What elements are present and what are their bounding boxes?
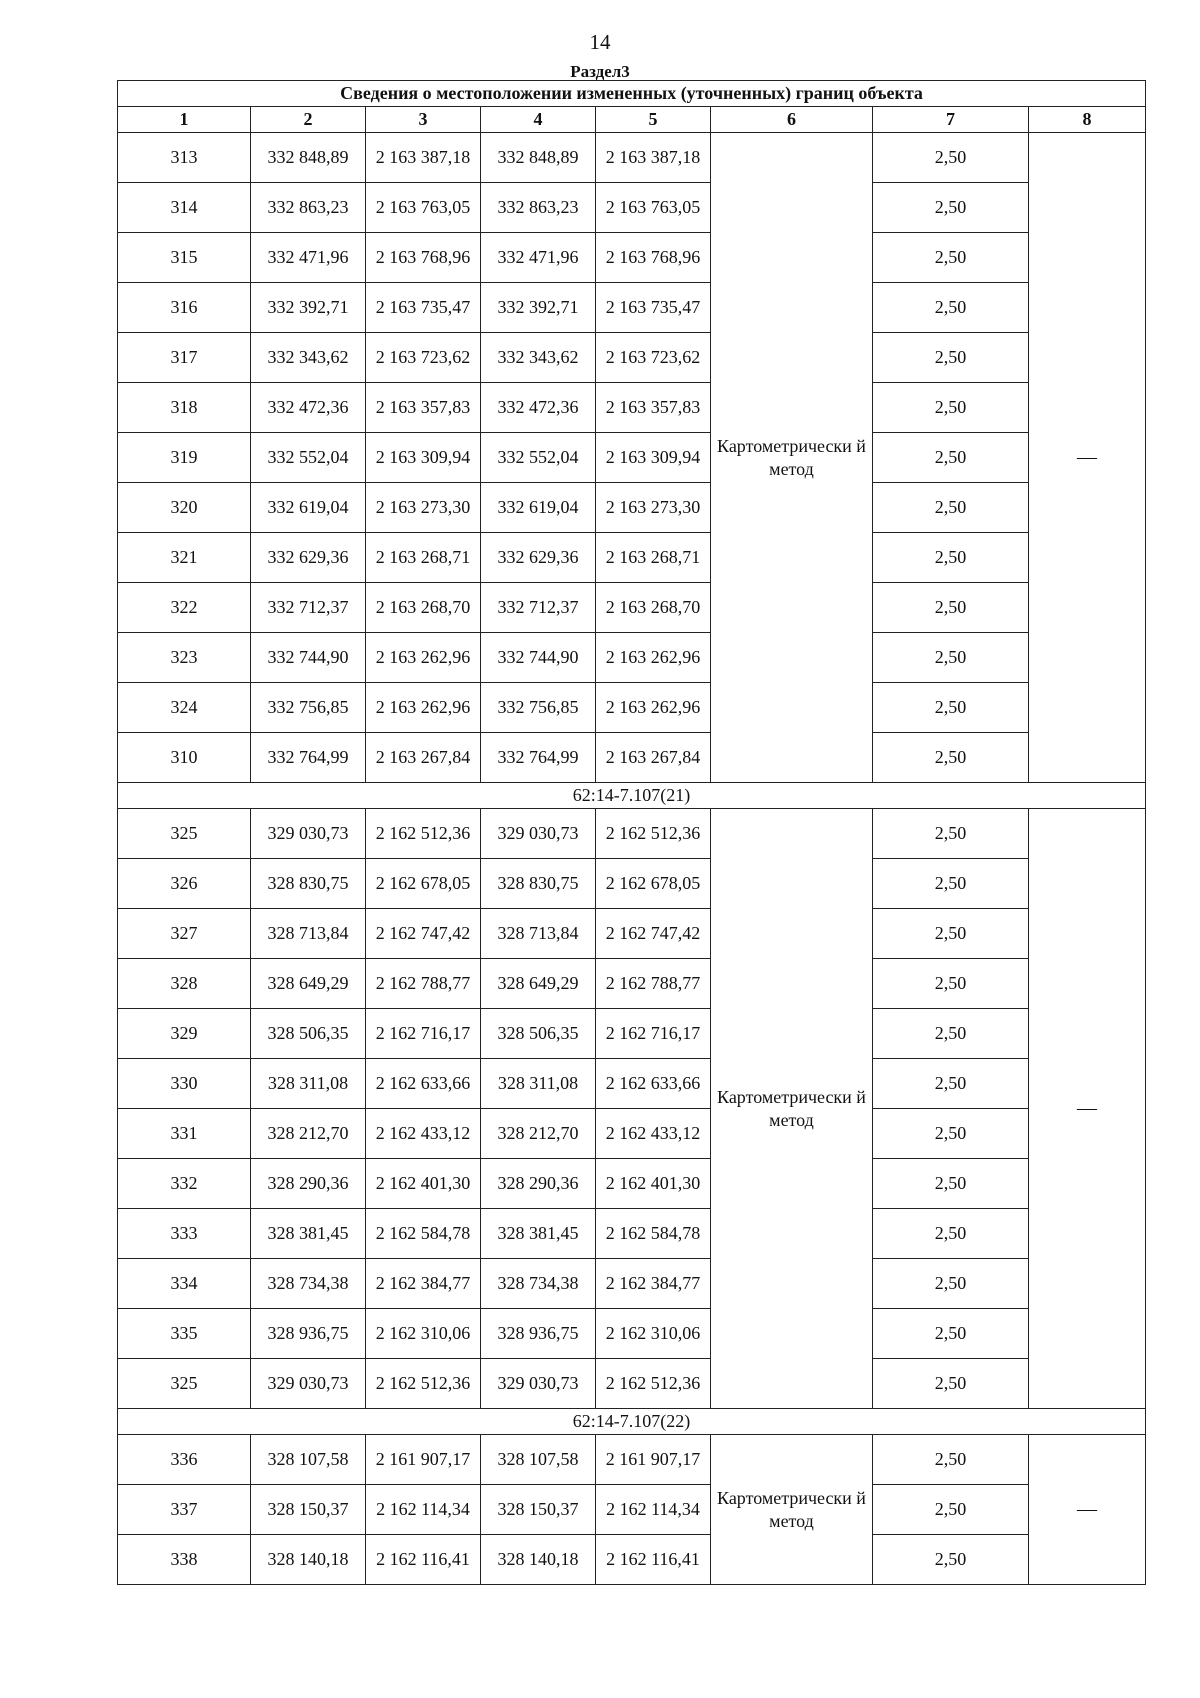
- y-new-cell: 2 162 310,06: [596, 1309, 711, 1359]
- x-existing-cell: 329 030,73: [251, 809, 366, 859]
- precision-cell: 2,50: [873, 583, 1029, 633]
- y-existing-cell: 2 163 262,96: [366, 633, 481, 683]
- precision-cell: 2,50: [873, 233, 1029, 283]
- x-existing-cell: 328 713,84: [251, 909, 366, 959]
- x-new-cell: 328 107,58: [481, 1435, 596, 1485]
- y-new-cell: 2 162 114,34: [596, 1485, 711, 1535]
- point-number-cell: 327: [118, 909, 251, 959]
- method-cell: Картометрически й метод: [711, 133, 873, 783]
- y-new-cell: 2 162 116,41: [596, 1535, 711, 1585]
- x-existing-cell: 328 381,45: [251, 1209, 366, 1259]
- y-new-cell: 2 163 262,96: [596, 633, 711, 683]
- x-existing-cell: 328 107,58: [251, 1435, 366, 1485]
- precision-cell: 2,50: [873, 1485, 1029, 1535]
- x-existing-cell: 328 212,70: [251, 1109, 366, 1159]
- precision-cell: 2,50: [873, 283, 1029, 333]
- y-existing-cell: 2 163 268,70: [366, 583, 481, 633]
- column-header-3: 3: [366, 107, 481, 133]
- y-new-cell: 2 163 268,70: [596, 583, 711, 633]
- x-new-cell: 332 392,71: [481, 283, 596, 333]
- x-new-cell: 328 830,75: [481, 859, 596, 909]
- y-new-cell: 2 162 512,36: [596, 809, 711, 859]
- y-existing-cell: 2 163 735,47: [366, 283, 481, 333]
- point-number-cell: 338: [118, 1535, 251, 1585]
- y-new-cell: 2 163 267,84: [596, 733, 711, 783]
- point-number-cell: 317: [118, 333, 251, 383]
- precision-cell: 2,50: [873, 183, 1029, 233]
- precision-cell: 2,50: [873, 1359, 1029, 1409]
- point-number-cell: 333: [118, 1209, 251, 1259]
- x-new-cell: 332 619,04: [481, 483, 596, 533]
- boundary-coordinates-table: [117, 80, 1146, 1585]
- y-existing-cell: 2 162 747,42: [366, 909, 481, 959]
- point-number-cell: 314: [118, 183, 251, 233]
- table-body: [118, 133, 1146, 1585]
- parcel-group-row: [118, 783, 1146, 809]
- y-new-cell: 2 162 747,42: [596, 909, 711, 959]
- section-title: Раздел3: [570, 62, 630, 81]
- point-number-cell: 325: [118, 809, 251, 859]
- x-new-cell: 328 311,08: [481, 1059, 596, 1109]
- table-row: [118, 433, 1146, 483]
- point-number-cell: 337: [118, 1485, 251, 1535]
- x-existing-cell: 329 030,73: [251, 1359, 366, 1409]
- y-new-cell: 2 162 384,77: [596, 1259, 711, 1309]
- y-existing-cell: 2 163 273,30: [366, 483, 481, 533]
- table-row: [118, 1535, 1146, 1585]
- column-8-cell: —: [1029, 133, 1146, 783]
- x-existing-cell: 332 712,37: [251, 583, 366, 633]
- column-header-2: 2: [251, 107, 366, 133]
- table-row: [118, 859, 1146, 909]
- column-header-1: 1: [118, 107, 251, 133]
- y-existing-cell: 2 162 678,05: [366, 859, 481, 909]
- table-row: [118, 733, 1146, 783]
- parcel-id-label: 62:14-7.107(21): [118, 783, 1146, 809]
- point-number-cell: 321: [118, 533, 251, 583]
- point-number-cell: 319: [118, 433, 251, 483]
- x-existing-cell: 328 936,75: [251, 1309, 366, 1359]
- method-cell: Картометрически й метод: [711, 1435, 873, 1585]
- table-row: [118, 909, 1146, 959]
- x-new-cell: 332 863,23: [481, 183, 596, 233]
- precision-cell: 2,50: [873, 483, 1029, 533]
- column-header-4: 4: [481, 107, 596, 133]
- y-new-cell: 2 162 433,12: [596, 1109, 711, 1159]
- table-row: [118, 1109, 1146, 1159]
- precision-cell: 2,50: [873, 1009, 1029, 1059]
- table-row: [118, 483, 1146, 533]
- y-existing-cell: 2 162 512,36: [366, 1359, 481, 1409]
- x-new-cell: 328 140,18: [481, 1535, 596, 1585]
- table-row: [118, 809, 1146, 859]
- x-new-cell: 328 381,45: [481, 1209, 596, 1259]
- x-existing-cell: 332 471,96: [251, 233, 366, 283]
- column-8-cell: —: [1029, 809, 1146, 1409]
- x-existing-cell: 328 150,37: [251, 1485, 366, 1535]
- x-existing-cell: 328 649,29: [251, 959, 366, 1009]
- y-existing-cell: 2 163 768,96: [366, 233, 481, 283]
- y-existing-cell: 2 162 584,78: [366, 1209, 481, 1259]
- column-8-cell: —: [1029, 1435, 1146, 1585]
- precision-cell: 2,50: [873, 1435, 1029, 1485]
- y-existing-cell: 2 162 716,17: [366, 1009, 481, 1059]
- point-number-cell: 330: [118, 1059, 251, 1109]
- precision-cell: 2,50: [873, 533, 1029, 583]
- point-number-cell: 310: [118, 733, 251, 783]
- table-row: [118, 1259, 1146, 1309]
- y-existing-cell: 2 163 387,18: [366, 133, 481, 183]
- x-existing-cell: 332 863,23: [251, 183, 366, 233]
- y-new-cell: 2 163 273,30: [596, 483, 711, 533]
- point-number-cell: 332: [118, 1159, 251, 1209]
- y-existing-cell: 2 163 763,05: [366, 183, 481, 233]
- x-new-cell: 328 506,35: [481, 1009, 596, 1059]
- table-row: [118, 1059, 1146, 1109]
- x-new-cell: 332 471,96: [481, 233, 596, 283]
- table-row: [118, 133, 1146, 183]
- x-existing-cell: 332 756,85: [251, 683, 366, 733]
- y-new-cell: 2 162 401,30: [596, 1159, 711, 1209]
- table-row: [118, 183, 1146, 233]
- point-number-cell: 316: [118, 283, 251, 333]
- x-existing-cell: 328 734,38: [251, 1259, 366, 1309]
- point-number-cell: 322: [118, 583, 251, 633]
- table-row: [118, 533, 1146, 583]
- y-existing-cell: 2 162 633,66: [366, 1059, 481, 1109]
- x-existing-cell: 332 552,04: [251, 433, 366, 483]
- method-cell: Картометрически й метод: [711, 809, 873, 1409]
- precision-cell: 2,50: [873, 433, 1029, 483]
- y-new-cell: 2 163 262,96: [596, 683, 711, 733]
- x-existing-cell: 328 830,75: [251, 859, 366, 909]
- y-existing-cell: 2 162 433,12: [366, 1109, 481, 1159]
- x-existing-cell: 328 311,08: [251, 1059, 366, 1109]
- x-new-cell: 332 343,62: [481, 333, 596, 383]
- x-new-cell: 329 030,73: [481, 1359, 596, 1409]
- y-new-cell: 2 162 512,36: [596, 1359, 711, 1409]
- y-existing-cell: 2 162 310,06: [366, 1309, 481, 1359]
- y-new-cell: 2 163 735,47: [596, 283, 711, 333]
- x-new-cell: 328 936,75: [481, 1309, 596, 1359]
- x-new-cell: 332 712,37: [481, 583, 596, 633]
- precision-cell: 2,50: [873, 809, 1029, 859]
- y-existing-cell: 2 162 384,77: [366, 1259, 481, 1309]
- table-caption: Сведения о местоположении измененных (уточненных) границ объекта: [118, 81, 1146, 107]
- table-row: [118, 1309, 1146, 1359]
- precision-cell: 2,50: [873, 1535, 1029, 1585]
- y-existing-cell: 2 163 357,83: [366, 383, 481, 433]
- table-row: [118, 683, 1146, 733]
- x-new-cell: 332 764,99: [481, 733, 596, 783]
- column-header-5: 5: [596, 107, 711, 133]
- x-existing-cell: 332 764,99: [251, 733, 366, 783]
- y-new-cell: 2 162 716,17: [596, 1009, 711, 1059]
- x-new-cell: 328 290,36: [481, 1159, 596, 1209]
- x-new-cell: 328 212,70: [481, 1109, 596, 1159]
- y-new-cell: 2 162 678,05: [596, 859, 711, 909]
- y-existing-cell: 2 162 401,30: [366, 1159, 481, 1209]
- y-existing-cell: 2 163 268,71: [366, 533, 481, 583]
- table-row: [118, 233, 1146, 283]
- x-new-cell: 332 552,04: [481, 433, 596, 483]
- precision-cell: 2,50: [873, 383, 1029, 433]
- x-new-cell: 328 734,38: [481, 1259, 596, 1309]
- table-row: [118, 1359, 1146, 1409]
- x-existing-cell: 332 472,36: [251, 383, 366, 433]
- precision-cell: 2,50: [873, 133, 1029, 183]
- y-existing-cell: 2 163 723,62: [366, 333, 481, 383]
- precision-cell: 2,50: [873, 859, 1029, 909]
- precision-cell: 2,50: [873, 909, 1029, 959]
- y-existing-cell: 2 162 116,41: [366, 1535, 481, 1585]
- point-number-cell: 318: [118, 383, 251, 433]
- point-number-cell: 334: [118, 1259, 251, 1309]
- x-new-cell: 332 848,89: [481, 133, 596, 183]
- table-row: [118, 1435, 1146, 1485]
- x-existing-cell: 332 343,62: [251, 333, 366, 383]
- table-row: [118, 1485, 1146, 1535]
- x-existing-cell: 328 506,35: [251, 1009, 366, 1059]
- x-new-cell: 332 744,90: [481, 633, 596, 683]
- point-number-cell: 313: [118, 133, 251, 183]
- x-existing-cell: 332 392,71: [251, 283, 366, 333]
- x-existing-cell: 332 629,36: [251, 533, 366, 583]
- y-new-cell: 2 162 788,77: [596, 959, 711, 1009]
- column-header-8: 8: [1029, 107, 1146, 133]
- precision-cell: 2,50: [873, 1059, 1029, 1109]
- x-new-cell: 329 030,73: [481, 809, 596, 859]
- point-number-cell: 331: [118, 1109, 251, 1159]
- point-number-cell: 336: [118, 1435, 251, 1485]
- point-number-cell: 324: [118, 683, 251, 733]
- x-existing-cell: 332 744,90: [251, 633, 366, 683]
- y-existing-cell: 2 163 262,96: [366, 683, 481, 733]
- precision-cell: 2,50: [873, 1159, 1029, 1209]
- point-number-cell: 335: [118, 1309, 251, 1359]
- y-existing-cell: 2 161 907,17: [366, 1435, 481, 1485]
- x-new-cell: 332 472,36: [481, 383, 596, 433]
- table-row: [118, 1209, 1146, 1259]
- table-header-row: [118, 107, 1146, 133]
- precision-cell: 2,50: [873, 633, 1029, 683]
- point-number-cell: 328: [118, 959, 251, 1009]
- x-existing-cell: 328 140,18: [251, 1535, 366, 1585]
- x-new-cell: 328 150,37: [481, 1485, 596, 1535]
- point-number-cell: 325: [118, 1359, 251, 1409]
- y-new-cell: 2 163 309,94: [596, 433, 711, 483]
- precision-cell: 2,50: [873, 1259, 1029, 1309]
- table-row: [118, 1159, 1146, 1209]
- y-new-cell: 2 163 387,18: [596, 133, 711, 183]
- x-new-cell: 328 649,29: [481, 959, 596, 1009]
- y-new-cell: 2 162 633,66: [596, 1059, 711, 1109]
- point-number-cell: 329: [118, 1009, 251, 1059]
- y-existing-cell: 2 162 114,34: [366, 1485, 481, 1535]
- x-new-cell: 332 629,36: [481, 533, 596, 583]
- precision-cell: 2,50: [873, 1309, 1029, 1359]
- point-number-cell: 323: [118, 633, 251, 683]
- y-existing-cell: 2 162 788,77: [366, 959, 481, 1009]
- y-new-cell: 2 163 357,83: [596, 383, 711, 433]
- point-number-cell: 320: [118, 483, 251, 533]
- x-new-cell: 332 756,85: [481, 683, 596, 733]
- y-new-cell: 2 163 723,62: [596, 333, 711, 383]
- y-new-cell: 2 161 907,17: [596, 1435, 711, 1485]
- y-existing-cell: 2 163 309,94: [366, 433, 481, 483]
- y-new-cell: 2 163 768,96: [596, 233, 711, 283]
- y-existing-cell: 2 162 512,36: [366, 809, 481, 859]
- table-row: [118, 383, 1146, 433]
- precision-cell: 2,50: [873, 683, 1029, 733]
- parcel-id-label: 62:14-7.107(22): [118, 1409, 1146, 1435]
- x-existing-cell: 328 290,36: [251, 1159, 366, 1209]
- x-existing-cell: 332 848,89: [251, 133, 366, 183]
- precision-cell: 2,50: [873, 959, 1029, 1009]
- column-header-7: 7: [873, 107, 1029, 133]
- point-number-cell: 315: [118, 233, 251, 283]
- table-row: [118, 283, 1146, 333]
- point-number-cell: 326: [118, 859, 251, 909]
- table-row: [118, 583, 1146, 633]
- y-new-cell: 2 163 763,05: [596, 183, 711, 233]
- table-row: [118, 333, 1146, 383]
- page-number: 14: [589, 30, 611, 54]
- precision-cell: 2,50: [873, 1109, 1029, 1159]
- x-new-cell: 328 713,84: [481, 909, 596, 959]
- y-new-cell: 2 163 268,71: [596, 533, 711, 583]
- precision-cell: 2,50: [873, 333, 1029, 383]
- y-new-cell: 2 162 584,78: [596, 1209, 711, 1259]
- table-row: [118, 959, 1146, 1009]
- table-row: [118, 1009, 1146, 1059]
- precision-cell: 2,50: [873, 733, 1029, 783]
- precision-cell: 2,50: [873, 1209, 1029, 1259]
- x-existing-cell: 332 619,04: [251, 483, 366, 533]
- y-existing-cell: 2 163 267,84: [366, 733, 481, 783]
- column-header-6: 6: [711, 107, 873, 133]
- table-row: [118, 633, 1146, 683]
- parcel-group-row: [118, 1409, 1146, 1435]
